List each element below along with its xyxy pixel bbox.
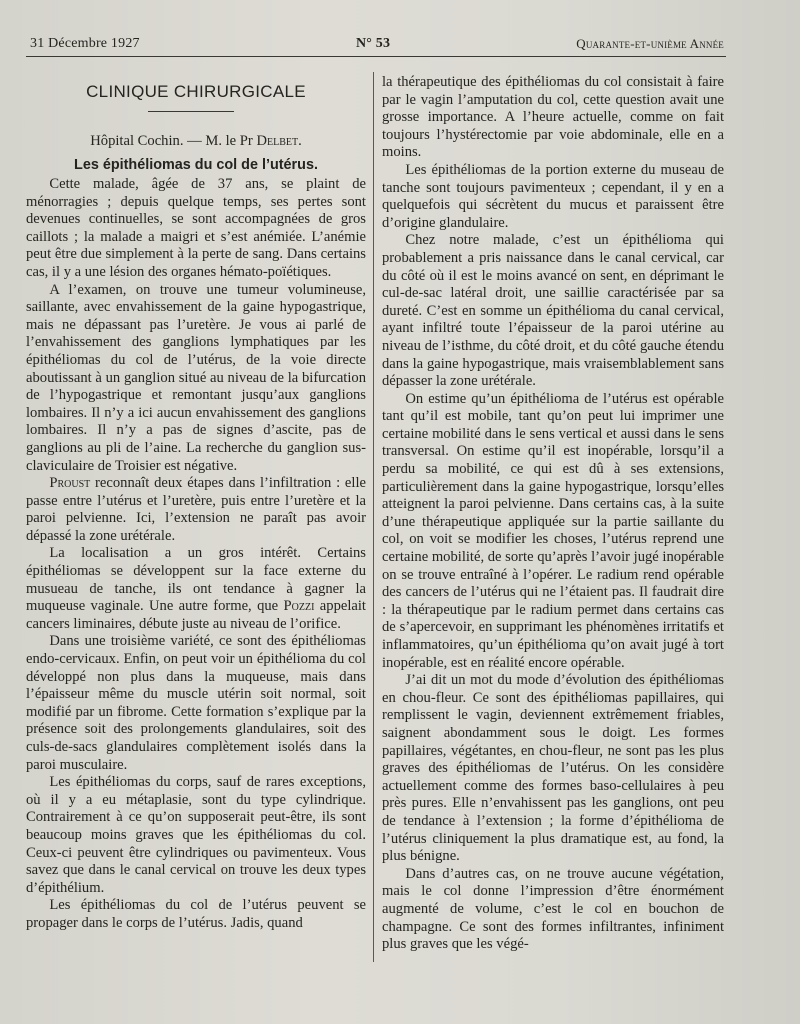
paragraph: A l’examen, on trouve une tumeur volumineuse, saillante, avec envahissement de la gaine hypogastrique, mais ne dépassant pas l’uretère. Je vous ai parlé de l’envahissement des ganglions lymphatiques par les épithéliomas du col de l’utérus, de la voie directe aboutissant à un ganglion situé au niveau de la bifurcation de l’hypogastrique et remontant jusqu’aux ganglions lombaires. Il n’y a ici aucun envahissement des ganglions lombaires. Il n’y a pas de signes d’ascite, pas de ganglions au pli de l’aine. La recherche du ganglion sus-claviculaire de Troisier est négative. xyxy=(26,281,366,474)
paragraph: la thérapeutique des épithéliomas du col consistait à faire par le vagin l’amputation du col, cette question avait une grosse importance. A l’heure actuelle, comme on fait toujours l’hystérectomie par voie abdominale, elle en a moins. xyxy=(382,74,724,161)
paragraph: Les épithéliomas du corps, sauf de rares exceptions, où il y a eu métaplasie, sont du type cylindrique. Contrairement à ce qu’on supposerait peut-être, ils sont beaucoup moins graves que les épithéliomas du col. Ceux-ci peuvent être cylindriques ou pavimenteux. Vous savez que dans le canal cervical on trouve les deux types d’épithélium. xyxy=(26,774,366,896)
issue-number: N° 53 xyxy=(356,36,391,51)
title-rule xyxy=(148,111,234,112)
paragraph: On estime qu’un épithélioma de l’utérus est opérable tant qu’il est mobile, tant qu’on peut lui imprimer une certaine mobilité dans le sens vertical et aussi dans le sens transversal. On estime qu’il est inopérable, lorsqu’il a perdu sa mobilité, ce qui est dû à ses extensions, particulièrement dans la gaine hypogastrique, lorsqu’elles atteignent la paroi pelvienne. Dans certains cas, à la suite d’une thérapeutique appliquée sur la partie saillante du col, on voit se modifier les choses, l’utérus reprend une certaine mobilité, de sorte qu’après l’avoir jugé inopérable on se trouve entraîné à l’opérer. Le radium rend opérable des cancers de l’utérus qui ne l’étaient pas. Il faudrait dire : la thérapeutique par le radium permet dans certains cas de s’apercevoir, en supprimant les phénomènes irritatifs et inflammatoires, qu’un épithélioma qu’on avait jugé à tort inopérable, est en réalité encore opérable. xyxy=(382,390,725,671)
article-subtitle: Les épithéliomas du col de l’utérus. xyxy=(74,157,318,173)
paragraph: Dans d’autres cas, on ne trouve aucune végétation, mais le col donne l’impression d’être énormément augmenté de volume, c’est le col en bouchon de champagne. Ce sont des formes infiltrantes, infiniment plus graves que les végé- xyxy=(382,865,724,953)
section-title: CLINIQUE CHIRURGICALE xyxy=(86,82,306,101)
paragraph: La localisation a un gros intérêt. Certains épithéliomas se développent sur la face externe du musueau de tanche, ils ont tendance à gagner la muqueuse vaginale. Une autre forme, que Pozzi appelait cancers liminaires, débute juste au niveau de l’orifice. xyxy=(26,545,366,632)
paragraph: Cette malade, âgée de 37 ans, se plaint de ménorragies ; depuis quelque temps, ses pertes sont devenues continuelles, se sont accompagnées de gros caillots ; la malade a maigri et s’est anémiée. L’anémie peut être due simplement à la perte de sang. Dans certains cas, il y a une lésion des organes hémato-poïétiques. xyxy=(26,176,366,280)
cited-name-proust: Proust xyxy=(49,475,91,492)
header-rule xyxy=(26,56,726,57)
right-column xyxy=(382,74,724,954)
column-divider xyxy=(373,72,374,962)
paragraph: J’ai dit un mot du mode d’évolution des épithéliomas en chou-fleur. Ce sont des épithéliomas papillaires, qui remplissent le vagin, deviennent extrêmement friables, saignent abondamment sous le doigt. Les formes papillaires, végétantes, en chou-fleur, ne sont pas les plus graves des épithéliomas de l’utérus. On les considère actuellement comme des formes baso-cellulaires à peu près pures. Elle n’envahissent pas les ganglions, ont peu de tendance à l’extension ; la forme d’épithélioma de l’utérus cliniquement la plus dramatique est, au fond, la plus bénigne. xyxy=(382,672,724,865)
paragraph: Les épithéliomas de la portion externe du museau de tanche sont toujours pavimenteux ; cependant, il y en a quelquefois qui sécrètent du mucus et paraissent être d’origine glandulaire. xyxy=(382,161,724,231)
byline xyxy=(26,133,366,150)
cited-name-pozzi: Pozzi xyxy=(283,598,315,615)
byline-author: Delbet. xyxy=(256,133,302,149)
page-header xyxy=(30,36,724,54)
paragraph: Proust reconnaît deux étapes dans l’infiltration : elle passe entre l’utérus et l’uretère, puis entre l’uretère et la paroi pelvienne. Ici, l’extension ne paraît pas avoir dépassé la zone urétérale. xyxy=(26,475,366,544)
publication-year: Quarante-et-unième Année xyxy=(576,36,724,51)
byline-location: Hôpital Cochin. — M. le Pr xyxy=(90,133,253,149)
left-column xyxy=(26,176,366,933)
issue-date: 31 Décembre 1927 xyxy=(30,36,140,51)
paragraph: Les épithéliomas du col de l’utérus peuvent se propager dans le corps de l’utérus. Jadis, quand xyxy=(26,897,366,931)
paragraph: Chez notre malade, c’est un épithélioma qui probablement a pris naissance dans le canal cervical, car du côté où il est le moins avancé on sent, en déprimant le cul-de-sac latéral droit, une saillie caractérisée par sa dureté. C’est en somme un épithélioma du canal cervical, ayant infiltré toute l’épaisseur de la paroi utérine au niveau de l’isthme, du côté droit, et du côté gauche étendu dans la gaine hypogastrique, mais vraisemblablement sans dépasser la zone urétérale. xyxy=(382,232,724,390)
paragraph: Dans une troisième variété, ce sont des épithéliomas endo-cervicaux. Enfin, on peut voir un épithélioma du col développé non plus dans la muqueuse, mais dans l’épaisseur même du muscle utérin soit normal, soit modifié par un fibrome. Cette formation s’explique par la présence soit des prolongements glandulaires, soit des culs-de-sacs glandulaires complètement isolés dans la paroi musculaire. xyxy=(26,633,366,773)
